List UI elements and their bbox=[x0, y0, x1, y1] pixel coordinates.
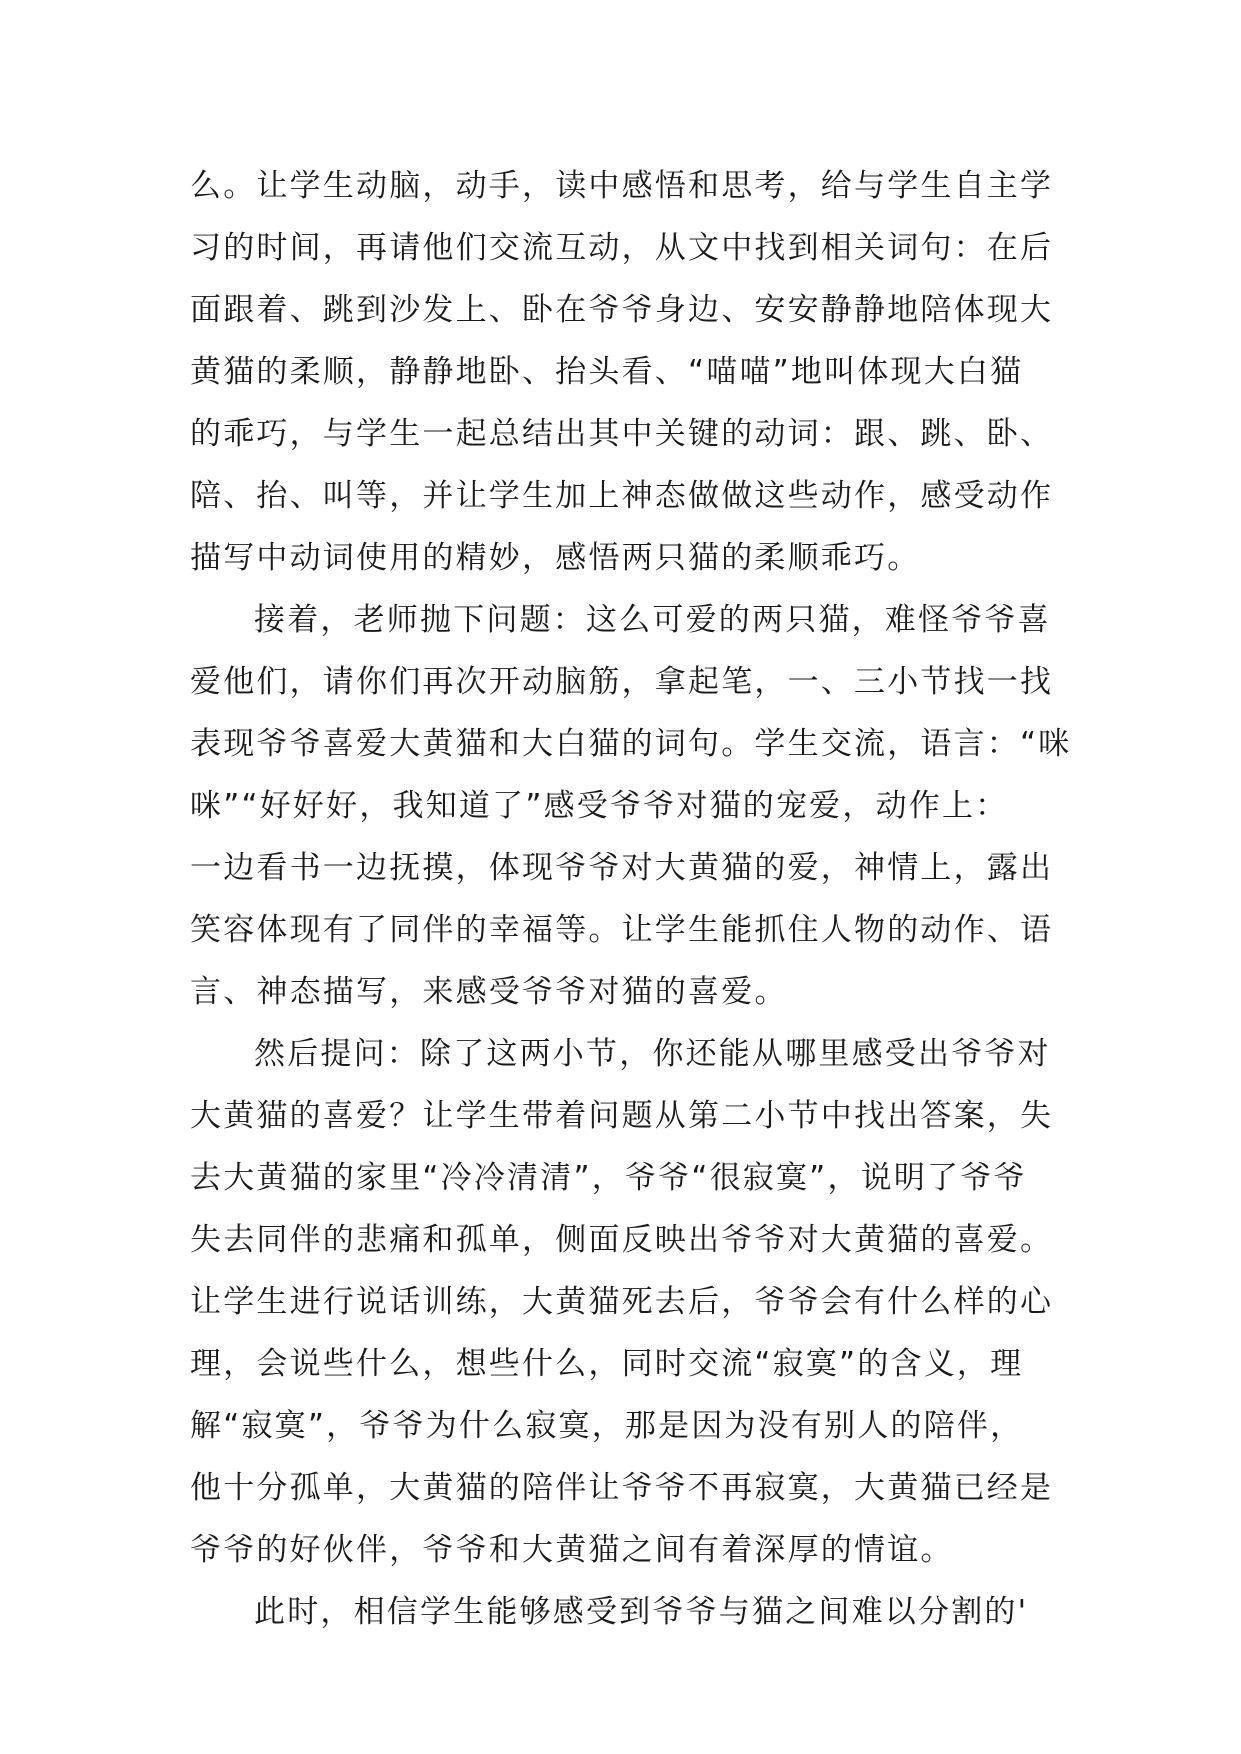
text-line: 爱他们，请你们再次开动脑筋，拿起笔，一、三小节找一找 bbox=[190, 664, 1054, 700]
text-line: 咪”“好好好，我知道了”感受爷爷对猫的宠爱，动作上： bbox=[190, 788, 1009, 824]
text-line: 的乖巧，与学生一起总结出其中关键的动词：跟、跳、卧、 bbox=[190, 416, 1054, 452]
text-line: 一边看书一边抚摸，体现爷爷对大黄猫的爱，神情上，露出 bbox=[190, 850, 1054, 886]
text-line: 笑容体现有了同伴的幸福等。让学生能抓住人物的动作、语 bbox=[190, 912, 1054, 948]
text-line: 么。让学生动脑，动手，读中感悟和思考，给与学生自主学 bbox=[190, 168, 1054, 204]
text-line: 黄猫的柔顺，静静地卧、抬头看、“喵喵”地叫体现大白猫 bbox=[190, 354, 1024, 390]
text-line: 去大黄猫的家里“冷冷清清”，爷爷“很寂寞”，说明了爷爷 bbox=[190, 1160, 1027, 1196]
paragraph-start-line: 然后提问：除了这两小节，你还能从哪里感受出爷爷对 bbox=[254, 1036, 1051, 1072]
text-line: 解“寂寞”，爷爷为什么寂寞，那是因为没有别人的陪伴， bbox=[190, 1408, 1024, 1444]
text-line: 面跟着、跳到沙发上、卧在爷爷身边、安安静静地陪体现大 bbox=[190, 292, 1054, 328]
body-text bbox=[190, 155, 1070, 1643]
text-line: 陪、抬、叫等，并让学生加上神态做做这些动作，感受动作 bbox=[190, 478, 1054, 514]
text-line: 理，会说些什么，想些什么，同时交流“寂寞”的含义，理 bbox=[190, 1346, 1024, 1382]
text-line: 失去同伴的悲痛和孤单，侧面反映出爷爷对大黄猫的喜爱。 bbox=[190, 1222, 1054, 1258]
text-line: 言、神态描写，来感受爷爷对猫的喜爱。 bbox=[190, 974, 788, 1010]
text-line: 描写中动词使用的精妙，感悟两只猫的柔顺乖巧。 bbox=[190, 540, 921, 576]
paragraph-start-line: 接着，老师抛下问题：这么可爱的两只猫，难怪爷爷喜 bbox=[254, 602, 1051, 638]
paragraph-start-line: 此时，相信学生能够感受到爷爷与猫之间难以分割的' bbox=[254, 1594, 1029, 1630]
text-line: 爷爷的好伙伴，爷爷和大黄猫之间有着深厚的情谊。 bbox=[190, 1532, 954, 1568]
text-line: 大黄猫的喜爱？让学生带着问题从第二小节中找出答案，失 bbox=[190, 1098, 1054, 1134]
text-line: 他十分孤单，大黄猫的陪伴让爷爷不再寂寞，大黄猫已经是 bbox=[190, 1470, 1054, 1506]
text-line: 表现爷爷喜爱大黄猫和大白猫的词句。学生交流，语言：“咪 bbox=[190, 726, 1072, 762]
text-line: 让学生进行说话训练，大黄猫死去后，爷爷会有什么样的心 bbox=[190, 1284, 1054, 1320]
text-line: 习的时间，再请他们交流互动，从文中找到相关词句：在后 bbox=[190, 230, 1054, 266]
